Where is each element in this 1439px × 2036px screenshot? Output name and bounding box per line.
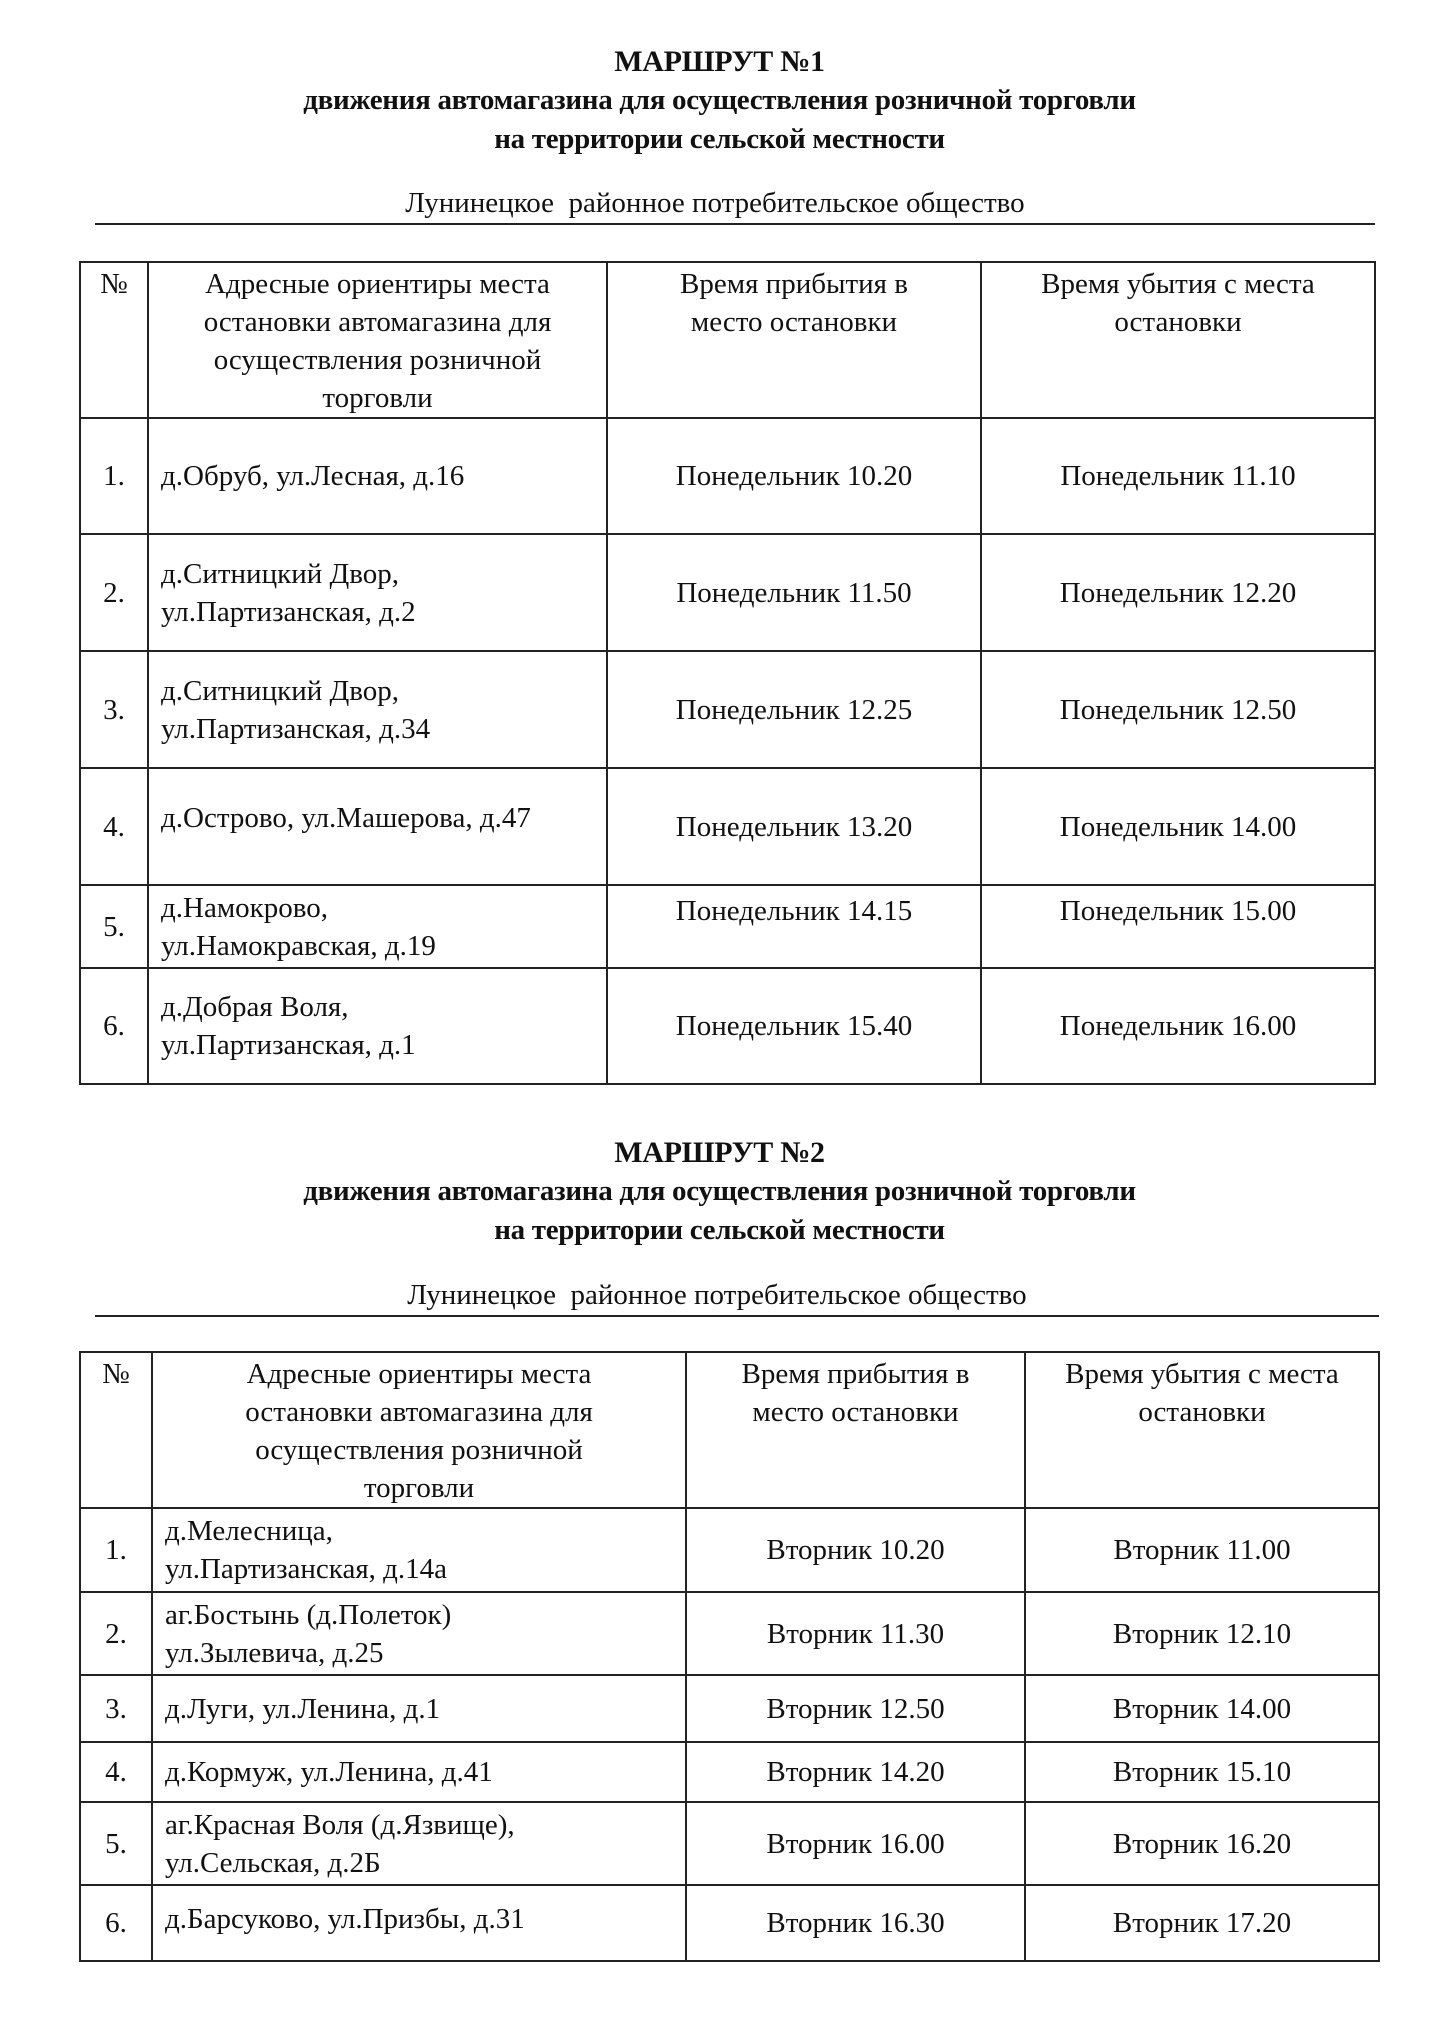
arrival-time: Понедельник 10.20: [607, 418, 981, 534]
table-row: [80, 418, 1375, 534]
route-2-title-block: [0, 1133, 1439, 1250]
arrival-time: Вторник 16.00: [686, 1802, 1025, 1885]
table-row: [80, 534, 1375, 651]
header-departure: Время убытия с места остановки: [1025, 1352, 1379, 1508]
stop-number: 5.: [80, 1802, 152, 1885]
table-row: [80, 651, 1375, 768]
route-1-title-block: [0, 42, 1439, 159]
route-1-subtitle-line2: на территории сельской местности: [494, 123, 945, 155]
header-address: Адресные ориентиры места остановки автомагазина для осуществления розничной торговли: [148, 262, 607, 418]
departure-time: Вторник 16.20: [1025, 1802, 1379, 1885]
arrival-time: Понедельник 15.40: [607, 968, 981, 1084]
table-header-row: [80, 1352, 1379, 1508]
arrival-time: Понедельник 14.15: [607, 885, 981, 968]
stop-number: 6.: [80, 968, 148, 1084]
table-row: [80, 1675, 1379, 1742]
address-line-1: д.Обруб, ул.Лесная, д.16: [161, 460, 465, 492]
route-1-subtitle-line1: движения автомагазина для осуществления розничной торговли: [303, 84, 1136, 116]
address-line-2: ул.Намокравская, д.19: [161, 929, 436, 962]
stop-number: 1.: [80, 418, 148, 534]
arrival-time: Вторник 11.30: [686, 1592, 1025, 1675]
address-line-2: ул.Партизанская, д.14а: [165, 1553, 448, 1585]
stop-number: 1.: [80, 1508, 152, 1592]
arrival-time: Понедельник 13.20: [607, 768, 981, 885]
table-row: [80, 768, 1375, 885]
stop-number: 6.: [80, 1885, 152, 1961]
stop-address: [148, 885, 607, 968]
address-line-1: д.Мелесница,: [165, 1515, 333, 1547]
address-line-1: аг.Бостынь (д.Полеток): [165, 1598, 452, 1631]
departure-time: Понедельник 14.00: [981, 768, 1375, 885]
departure-time: Вторник 11.00: [1025, 1508, 1379, 1592]
stop-address: [152, 1885, 686, 1961]
header-address: Адресные ориентиры места остановки автомагазина для осуществления розничной торговли: [152, 1352, 686, 1508]
table-row: [80, 968, 1375, 1084]
address-line-1: аг.Красная Воля (д.Язвище),: [165, 1808, 515, 1841]
route-1-title: МАРШРУТ №1: [614, 45, 825, 78]
stop-address: [152, 1675, 686, 1742]
stop-number: 3.: [80, 651, 148, 768]
address-line-1: д.Кормуж, ул.Ленина, д.41: [165, 1756, 493, 1788]
route-1-organization-line: [95, 183, 1375, 225]
header-departure: Время убытия с места остановки: [981, 262, 1375, 418]
stop-address: [148, 968, 607, 1084]
address-line-2: ул.Партизанская, д.1: [161, 1029, 416, 1061]
address-line-1: д.Барсуково, ул.Призбы, д.31: [165, 1903, 525, 1935]
stop-address: [148, 534, 607, 651]
stop-number: 3.: [80, 1675, 152, 1742]
arrival-time: Вторник 14.20: [686, 1742, 1025, 1802]
address-line-2: ул.Партизанская, д.34: [161, 712, 431, 745]
address-line-1: д.Ситницкий Двор,: [161, 674, 400, 707]
stop-number: 4.: [80, 1742, 152, 1802]
table-row: [80, 1508, 1379, 1592]
departure-time: Вторник 17.20: [1025, 1885, 1379, 1961]
table-row: [80, 885, 1375, 968]
departure-time: Вторник 15.10: [1025, 1742, 1379, 1802]
route-2-title: МАРШРУТ №2: [614, 1136, 825, 1169]
route-2-table: [79, 1351, 1380, 1962]
stop-address: [148, 418, 607, 534]
stop-address: [152, 1742, 686, 1802]
table-header-row: [80, 262, 1375, 418]
route-2-organization: Лунинецкое районное потребительское общество: [407, 1279, 1027, 1311]
header-num: №: [80, 1352, 152, 1508]
stop-number: 2.: [80, 534, 148, 651]
route-2-subtitle-line1: движения автомагазина для осуществления розничной торговли: [303, 1175, 1136, 1207]
departure-time: Понедельник 15.00: [981, 885, 1375, 968]
arrival-time: Вторник 16.30: [686, 1885, 1025, 1961]
stop-address: [152, 1592, 686, 1675]
departure-time: Понедельник 11.10: [981, 418, 1375, 534]
stop-address: [152, 1802, 686, 1885]
departure-time: Вторник 14.00: [1025, 1675, 1379, 1742]
table-row: [80, 1742, 1379, 1802]
address-line-1: д.Ситницкий Двор,: [161, 557, 400, 590]
address-line-1: д.Добрая Воля,: [161, 991, 349, 1023]
departure-time: Понедельник 12.50: [981, 651, 1375, 768]
table-row: [80, 1802, 1379, 1885]
table-row: [80, 1885, 1379, 1961]
arrival-time: Понедельник 11.50: [607, 534, 981, 651]
header-arrival: Время прибытия в место остановки: [607, 262, 981, 418]
departure-time: Понедельник 16.00: [981, 968, 1375, 1084]
route-2-organization-line: [95, 1275, 1379, 1317]
stop-number: 2.: [80, 1592, 152, 1675]
stop-number: 4.: [80, 768, 148, 885]
departure-time: Понедельник 12.20: [981, 534, 1375, 651]
stop-address: [152, 1508, 686, 1592]
header-num: №: [80, 262, 148, 418]
arrival-time: Вторник 10.20: [686, 1508, 1025, 1592]
address-line-1: д.Острово, ул.Машерова, д.47: [161, 801, 531, 834]
arrival-time: Понедельник 12.25: [607, 651, 981, 768]
address-line-1: д.Намокрово,: [161, 891, 329, 924]
stop-address: [148, 651, 607, 768]
address-line-2: ул.Зылевича, д.25: [165, 1636, 384, 1669]
address-line-2: ул.Партизанская, д.2: [161, 595, 416, 628]
arrival-time: Вторник 12.50: [686, 1675, 1025, 1742]
table-row: [80, 1592, 1379, 1675]
stop-address: [148, 768, 607, 885]
header-arrival: Время прибытия в место остановки: [686, 1352, 1025, 1508]
stop-number: 5.: [80, 885, 148, 968]
route-1-organization: Лунинецкое районное потребительское общество: [405, 187, 1025, 219]
route-2-subtitle-line2: на территории сельской местности: [494, 1214, 945, 1246]
route-1-table: [79, 261, 1376, 1085]
departure-time: Вторник 12.10: [1025, 1592, 1379, 1675]
address-line-2: ул.Сельская, д.2Б: [165, 1846, 381, 1879]
address-line-1: д.Луги, ул.Ленина, д.1: [165, 1692, 441, 1725]
